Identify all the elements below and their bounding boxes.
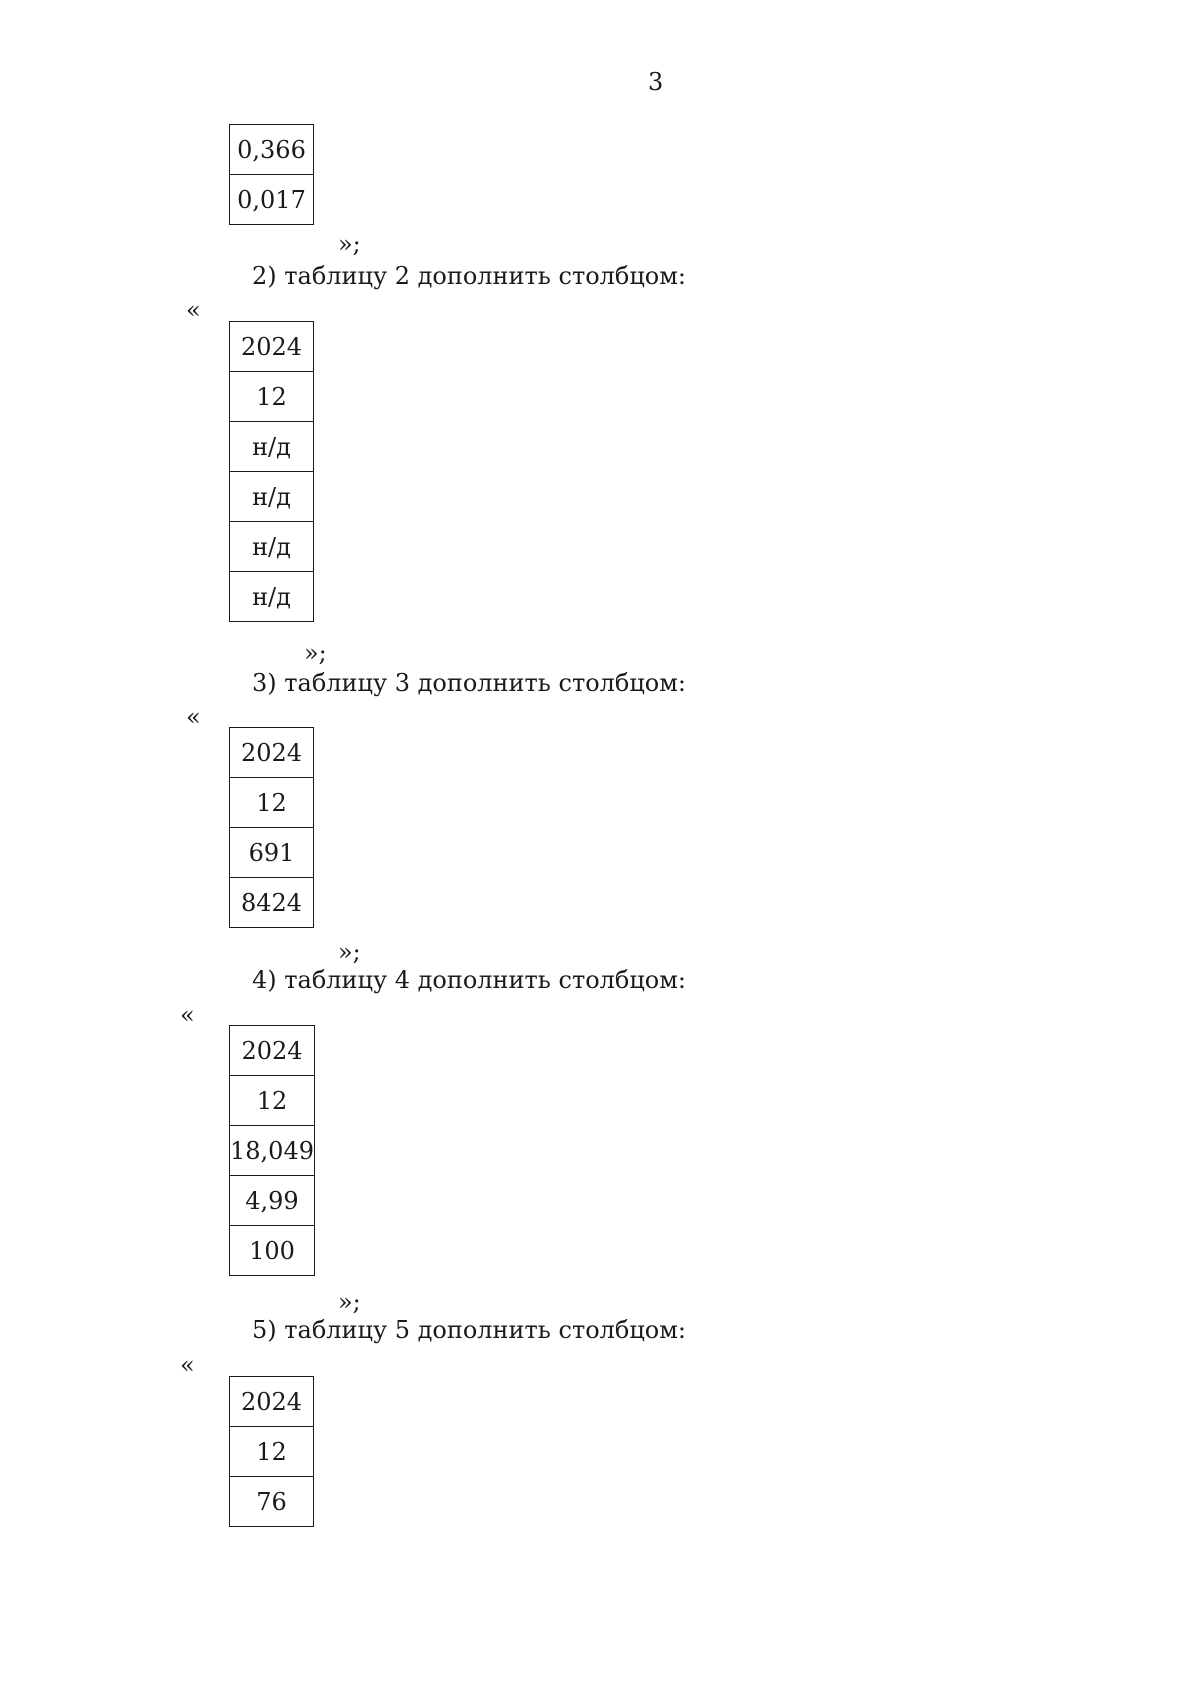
table-cell: н/д bbox=[230, 572, 314, 622]
table-row bbox=[230, 1377, 314, 1427]
table-cell: 2024 bbox=[230, 322, 314, 372]
table-row bbox=[230, 1427, 314, 1477]
table-4-column bbox=[229, 1025, 315, 1276]
table-cell: 18,049 bbox=[230, 1126, 315, 1176]
table-row bbox=[230, 778, 314, 828]
table-cell: н/д bbox=[230, 472, 314, 522]
closing-quote: »; bbox=[304, 639, 327, 667]
table-row bbox=[230, 1226, 315, 1276]
table-3-column bbox=[229, 727, 314, 928]
table-row bbox=[230, 125, 314, 175]
table-row bbox=[230, 828, 314, 878]
table-cell: 12 bbox=[230, 372, 314, 422]
table-cell: 76 bbox=[230, 1477, 314, 1527]
instruction-table-4: 4) таблицу 4 дополнить столбцом: bbox=[252, 966, 687, 994]
table-cell: 691 bbox=[230, 828, 314, 878]
opening-quote: « bbox=[180, 1351, 195, 1379]
table-row bbox=[230, 878, 314, 928]
table-cell: 100 bbox=[230, 1226, 315, 1276]
table-row bbox=[230, 522, 314, 572]
table-cell: 12 bbox=[230, 1076, 315, 1126]
table-row bbox=[230, 422, 314, 472]
closing-quote: »; bbox=[338, 938, 361, 966]
closing-quote: »; bbox=[338, 230, 361, 258]
table-cell: 2024 bbox=[230, 1377, 314, 1427]
page-number: 3 bbox=[648, 68, 664, 96]
table-row bbox=[230, 1126, 315, 1176]
table-row bbox=[230, 572, 314, 622]
table-cell: 12 bbox=[230, 778, 314, 828]
instruction-table-2: 2) таблицу 2 дополнить столбцом: bbox=[252, 262, 687, 290]
opening-quote: « bbox=[186, 703, 201, 731]
table-1-column bbox=[229, 124, 314, 225]
table-row bbox=[230, 322, 314, 372]
table-cell: 4,99 bbox=[230, 1176, 315, 1226]
table-row bbox=[230, 175, 314, 225]
table-cell: 0,017 bbox=[230, 175, 314, 225]
table-cell: 2024 bbox=[230, 1026, 315, 1076]
opening-quote: « bbox=[180, 1001, 195, 1029]
table-row bbox=[230, 472, 314, 522]
table-row bbox=[230, 372, 314, 422]
table-row bbox=[230, 1076, 315, 1126]
opening-quote: « bbox=[186, 296, 201, 324]
table-row bbox=[230, 1477, 314, 1527]
instruction-table-5: 5) таблицу 5 дополнить столбцом: bbox=[252, 1316, 687, 1344]
table-row bbox=[230, 728, 314, 778]
table-cell: н/д bbox=[230, 522, 314, 572]
table-2-column bbox=[229, 321, 314, 622]
table-row bbox=[230, 1176, 315, 1226]
closing-quote: »; bbox=[338, 1288, 361, 1316]
table-5-column bbox=[229, 1376, 314, 1527]
table-cell: 0,366 bbox=[230, 125, 314, 175]
table-cell: 8424 bbox=[230, 878, 314, 928]
table-cell: 2024 bbox=[230, 728, 314, 778]
table-cell: н/д bbox=[230, 422, 314, 472]
table-cell: 12 bbox=[230, 1427, 314, 1477]
table-row bbox=[230, 1026, 315, 1076]
instruction-table-3: 3) таблицу 3 дополнить столбцом: bbox=[252, 669, 687, 697]
